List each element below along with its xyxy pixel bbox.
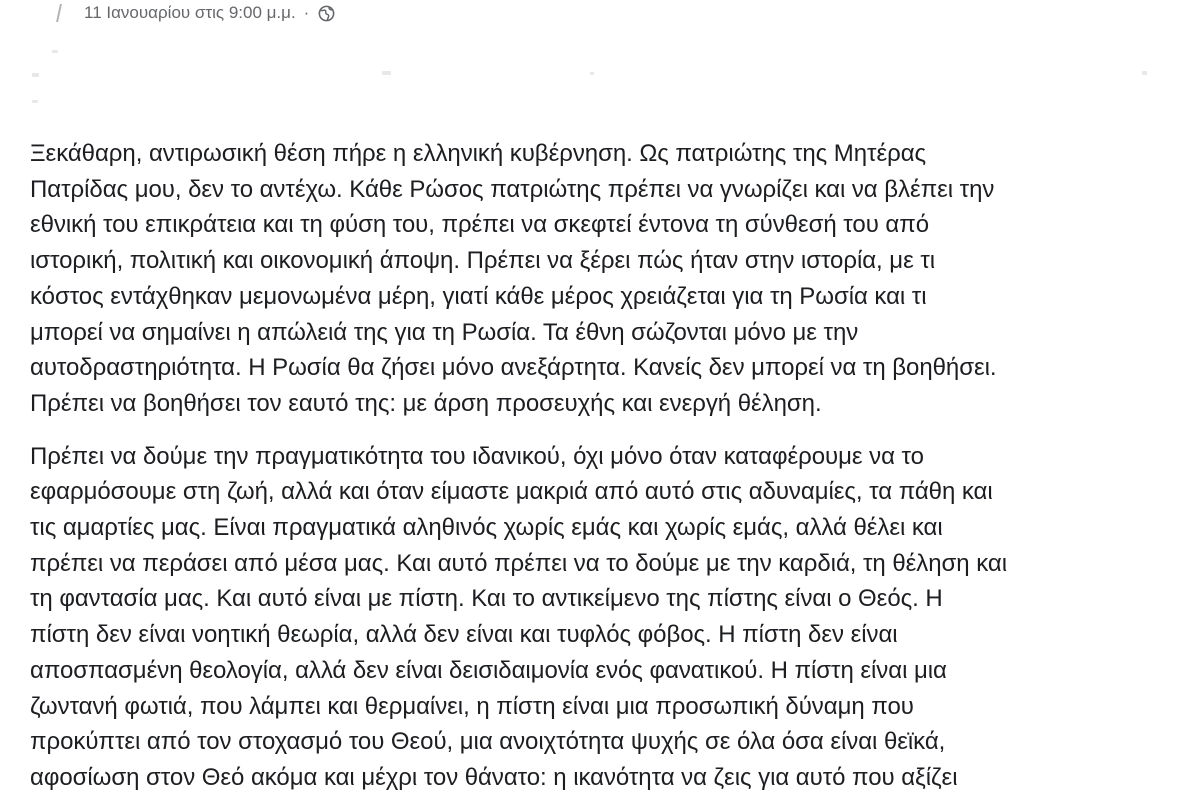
- post-paragraph-1: Ξεκάθαρη, αντιρωσική θέση πήρε η ελληνική κυβέρνηση. Ως πατριώτης της Μητέρας Πατρίδας μου, δεν το αντέχω. Κάθε Ρώσος πατριώτης πρέπει να γνωρίζει και να βλέπει την εθνική του επικράτεια και τη φύση του, πρέπει να σκεφτεί έντονα τη σύνθεσή του από ιστορική, πολιτική και οικονομική άποψη. Πρέπει να ξέρει πώς ήταν στην ιστορία, με τι κόστος εντάχθηκαν μεμονωμένα μέρη, γιατί κάθε μέρος χρειάζεται για τη Ρωσία και τι μπορεί να σημαίνει η απώλειά της για τη Ρωσία. Τα έθνη σώζονται μόνο με την αυτοδραστηριότητα. Η Ρωσία θα ζήσει μόνο ανεξάρτητα. Κανείς δεν μπορεί να τη βοηθήσει. Πρέπει να βοηθήσει τον εαυτό της: με άρση προσευχής και ενεργή θέληση.: [30, 140, 997, 417]
- redacted-text-area: [30, 40, 1180, 120]
- globe-icon[interactable]: [317, 4, 335, 22]
- post-body: [30, 136, 1190, 810]
- post-meta-row: [58, 0, 335, 26]
- meta-separator: ·: [303, 3, 310, 22]
- post-timestamp[interactable]: 11 Ιανουαρίου στις 9:00 μ.μ.: [84, 3, 296, 22]
- post-paragraph-2: Πρέπει να δούμε την πραγματικότητα του ιδανικού, όχι μόνο όταν καταφέρουμε να το εφαρμόσουμε στη ζωή, αλλά και όταν είμαστε μακριά από αυτό στις αδυναμίες, τα πάθη και τις αμαρτίες μας. Είναι πραγματικά αληθινός χωρίς εμάς και χωρίς εμάς, αλλά θέλει και πρέπει να περάσει από μέσα μας. Και αυτό πρέπει να το δούμε με την καρδιά, τη θέληση και τη φαντασία μας. Και αυτό είναι με πίστη. Και το αντικείμενο της πίστης είναι ο Θεός. Η πίστη δεν είναι νοητική θεωρία, αλλά δεν είναι και τυφλός φόβος. Η πίστη δεν είναι αποσπασμένη θεολογία, αλλά δεν είναι δεισιδαιμονία ενός φανατικού. Η πίστη είναι μια ζωντανή φωτιά, που λάμπει και θερμαίνει, η πίστη είναι μια προσωπική δύναμη που προκύπτει από τον στοχασμό του Θεού, μια ανοιχτότητα ψυχής σε όλα όσα είναι θεϊκά, αφοσίωση στον Θεό ακόμα και μέχρι τον θάνατο: η ικανότητα να ζεις για αυτό που αξίζει: [30, 442, 1007, 791]
- author-edge-mark: [56, 4, 72, 22]
